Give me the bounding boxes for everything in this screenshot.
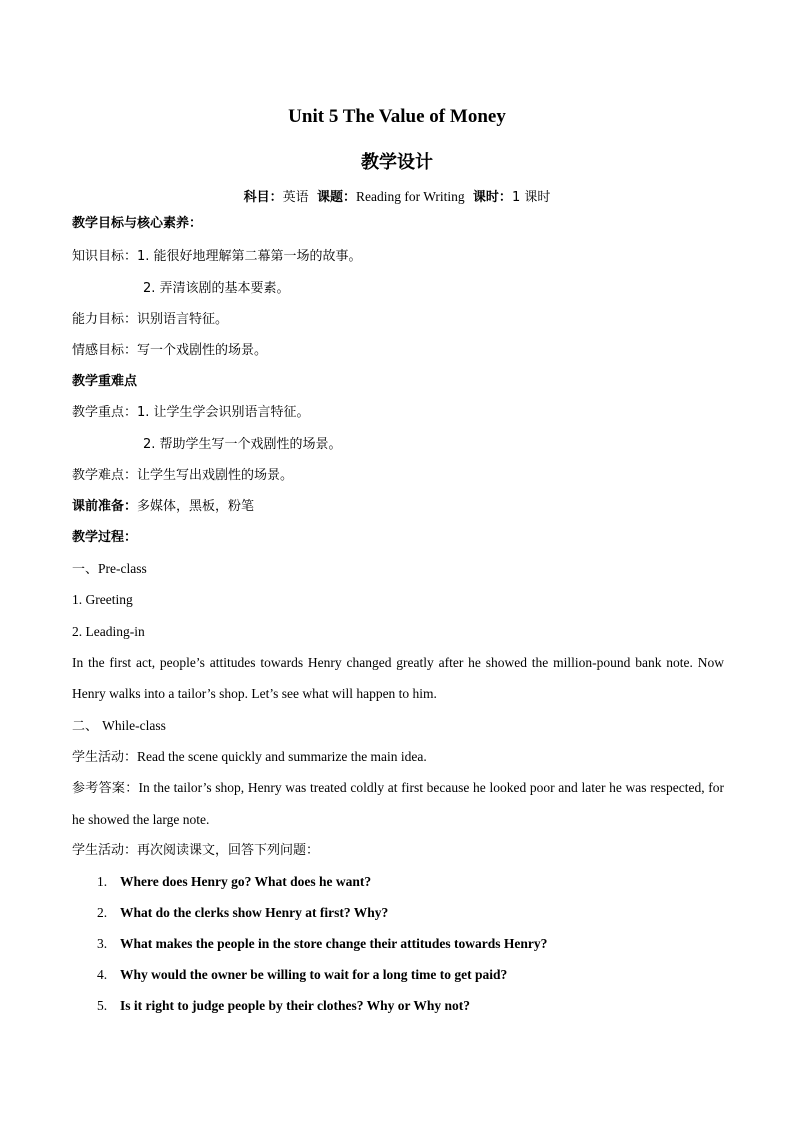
subject-value: 英语 [282,190,309,205]
question-number: 1. [97,874,108,889]
process-heading: 教学过程： [72,530,138,545]
difficulty-point [72,467,293,485]
while-class-value: While-class [102,718,166,733]
activity-1-label: 学生活动： [72,750,138,765]
question-text: Why would the owner be willing to wait for a long time to get paid? [120,967,508,982]
knowledge-goal-1 [72,248,362,266]
answer-label: 参考答案： [72,781,139,796]
subject-label: 科目： [243,190,283,205]
question-item [97,997,470,1016]
activity-2 [72,842,319,860]
question-number: 4. [97,967,108,982]
greeting-text: 1. Greeting [72,592,133,607]
question-number: 3. [97,936,108,951]
pre-class-heading [72,560,147,579]
leading-in-paragraph: In the first act, people’s attitudes towards Henry changed greatly after he showed the million-pound bank note. Now Henry walks into a tailor’s shop. Let’s see what will happen to him. [72,655,724,701]
question-item [97,904,388,923]
question-number: 5. [97,998,108,1013]
question-text: What makes the people in the store change their attitudes towards Henry? [120,936,548,951]
period-label: 课时： [472,190,512,205]
question-item [97,966,507,985]
key-label: 教学重点： [72,405,138,420]
prep-value: 多媒体，黑板，粉笔 [137,499,255,514]
ability-goal [72,311,228,329]
emotion-goal [72,342,267,360]
pre-class-label: 一、 [72,562,99,577]
greeting-step [72,591,133,610]
prep-label: 课前准备： [72,499,138,514]
document-title: Unit 5 The Value of Money [288,106,506,127]
ability-text: 能力目标：识别语言特征。 [72,312,229,327]
question-item [97,873,371,892]
question-number: 2. [97,905,108,920]
document-subtitle: 教学设计 [361,152,433,173]
difficulty-text: 教学难点：让学生写出戏剧性的场景。 [72,468,294,483]
topic-label: 课题： [316,190,356,205]
while-class-label: 二、 [72,719,99,734]
activity-2-text: 学生活动：再次阅读课文，回答下列问题： [72,843,320,858]
while-class-heading [72,717,166,736]
key-heading: 教学重难点 [72,374,138,389]
answer-value: In the tailor’s shop, Henry was treated coldly at first because he looked poor and later he was respected, for he showed the large note. [72,780,724,827]
activity-1 [72,748,427,767]
key-item-2: 2. 帮助学生写一个戏剧性的场景。 [143,437,342,452]
leading-in-text: 2. Leading-in [72,624,145,639]
knowledge-label: 知识目标： [72,249,138,264]
question-text: Where does Henry go? What does he want? [120,874,372,889]
knowledge-goal-2 [143,280,290,298]
goals-heading: 教学目标与核心素养： [72,216,203,231]
question-item [97,935,547,954]
topic-value: Reading for Writing [355,189,465,204]
period-value: 1 课时 [511,190,551,205]
knowledge-item-1: 1. 能很好地理解第二幕第一场的故事。 [137,249,362,264]
pre-class-value: Pre-class [98,561,147,576]
reference-answer [72,772,724,835]
course-meta [0,186,794,205]
key-item-1: 1. 让学生学会识别语言特征。 [137,405,310,420]
knowledge-item-2: 2. 弄清该剧的基本要素。 [143,281,290,296]
question-text: What do the clerks show Henry at first? Why? [120,905,389,920]
preparation [72,498,254,516]
key-point-1 [72,404,310,422]
emotion-text: 情感目标：写一个戏剧性的场景。 [72,343,268,358]
key-point-2 [143,436,342,454]
leading-in-step [72,623,145,642]
question-text: Is it right to judge people by their clothes? Why or Why not? [120,998,471,1013]
activity-1-value: Read the scene quickly and summarize the main idea. [137,749,427,764]
